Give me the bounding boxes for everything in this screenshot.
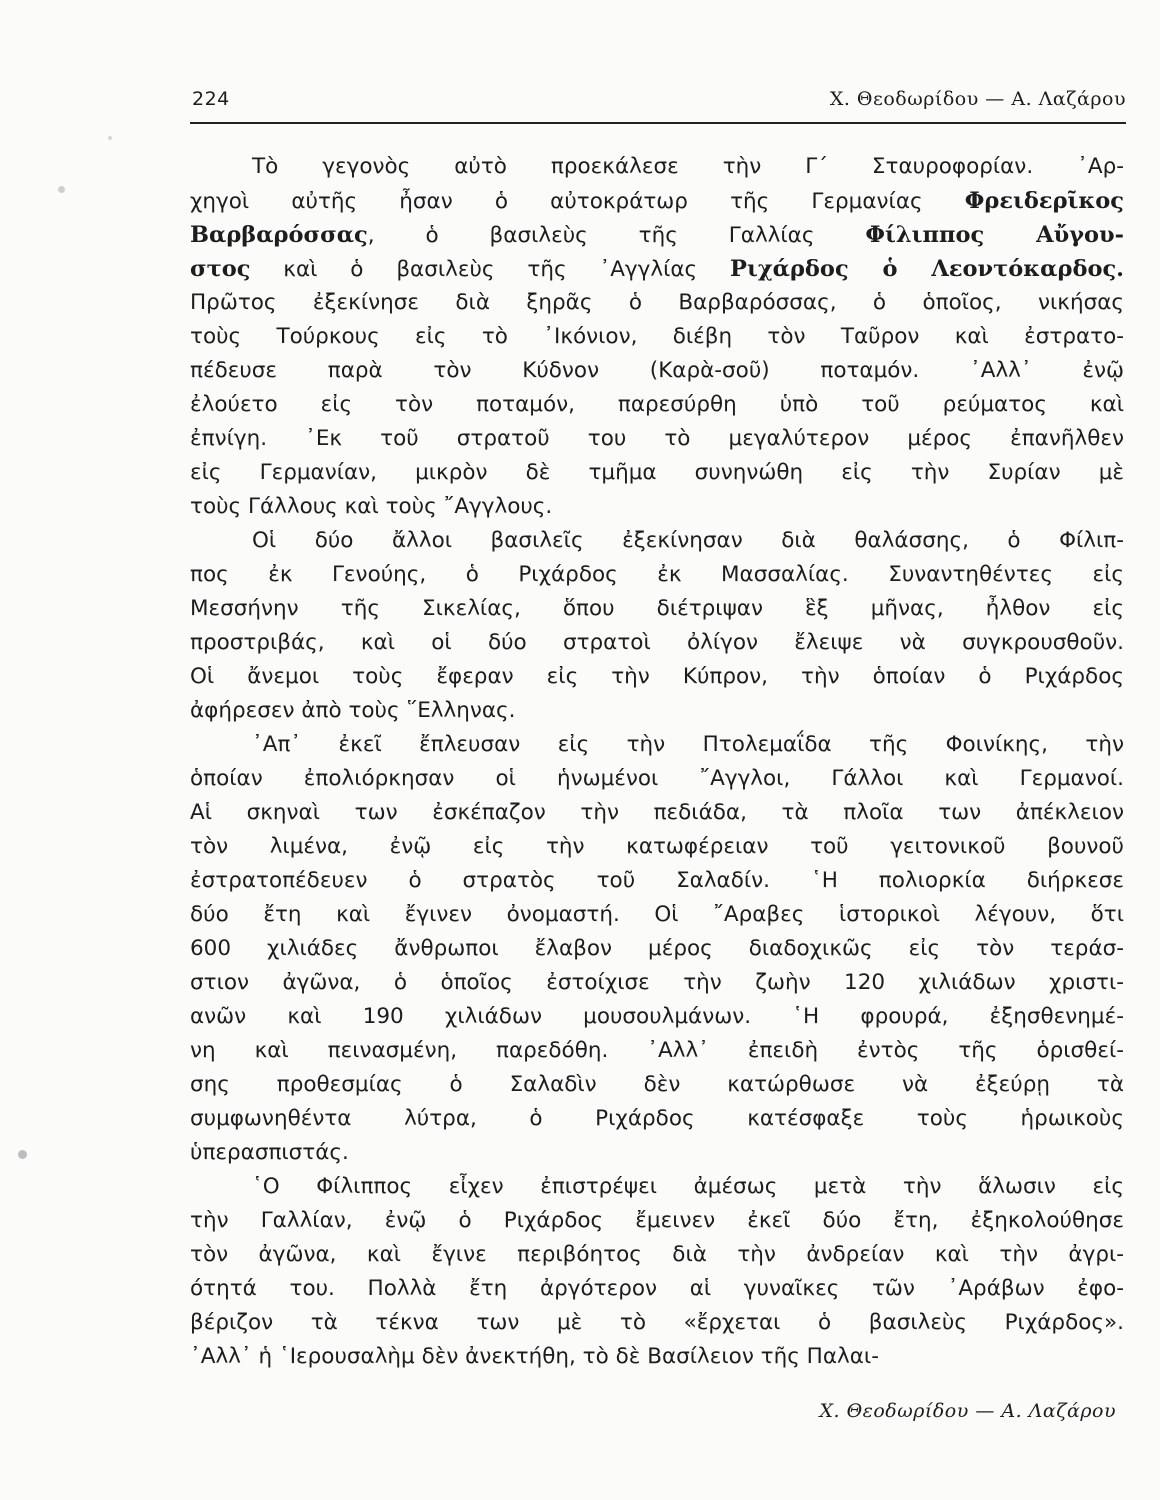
paragraph [190,524,1124,728]
text-line [190,252,1124,286]
text-run: προστριβάς, καὶ οἱ δύο στρατοὶ ὀλίγον ἔλειψε νὰ συγκρουσθοῦν. [190,630,1124,655]
body-text [190,150,1124,1374]
text-line [190,150,1124,184]
text-line [190,966,1124,1000]
text-line [190,1000,1124,1034]
running-head: Χ. Θεοδωρίδου — Α. Λαζάρου [829,88,1126,110]
text-line [190,218,1124,252]
text-run: ῾Ο Φίλιππος εἶχεν ἐπιστρέψει ἀμέσως μετὰ τὴν ἅλωσιν εἰς [252,1174,1124,1199]
text-line [190,762,1124,796]
text-line [190,524,1124,558]
bold-name: στος [190,256,251,282]
text-run: εἰς Γερμανίαν, μικρὸν δὲ τμῆμα συνηνώθη εἰς τὴν Συρίαν μὲ [190,460,1124,485]
text-line [190,898,1124,932]
text-run: ἐλούετο εἰς τὸν ποταμόν, παρεσύρθη ὑπὸ τοῦ ρεύματος καὶ [190,392,1124,417]
bold-name: Βαρβαρόσσας [190,222,368,248]
scan-speck [58,186,65,193]
text-run: πος ἐκ Γενούης, ὁ Ριχάρδος ἐκ Μασσαλίας. Συναντηθέντες εἰς [190,562,1124,587]
text-run: ανῶν καὶ 190 χιλιάδων μουσουλμάνων. ῾Η φρουρά, ἐξησθενημέ- [190,1004,1124,1029]
text-line [190,388,1124,422]
scan-speck [18,1150,27,1159]
text-line [190,728,1124,762]
text-line [190,1238,1124,1272]
text-run: συμφωνηθέντα λύτρα, ὁ Ριχάρδος κατέσφαξε τοὺς ἡρωικοὺς [190,1106,1124,1131]
text-run: ἐστρατοπέδευεν ὁ στρατὸς τοῦ Σαλαδίν. ῾Η πολιορκία διήρκεσε [190,868,1124,893]
text-run: Αἱ σκηναὶ των ἐσκέπαζον τὴν πεδιάδα, τὰ πλοῖα των ἀπέκλειον [190,800,1124,825]
text-run: ᾿Απ᾿ ἐκεῖ ἔπλευσαν εἰς τὴν Πτολεμαΐδα τῆς Φοινίκης, τὴν [252,732,1124,757]
footer-author: Χ. Θεοδωρίδου — Α. Λαζάρου [819,1400,1116,1422]
bold-name: Φίλιππος Αὔγου- [865,222,1124,248]
text-line [190,558,1124,592]
text-run: χηγοὶ αὐτῆς ἦσαν ὁ αὐτοκράτωρ τῆς Γερμανίας [190,189,965,214]
text-line [190,1306,1124,1340]
text-run: πέδευσε παρὰ τὸν Κύδνον (Καρὰ-σοῦ) ποταμόν. ᾿Αλλ᾿ ἐνῷ [190,358,1124,383]
text-line [190,1068,1124,1102]
text-line [190,184,1124,218]
page-number: 224 [192,88,230,110]
text-line [190,354,1124,388]
text-line [190,1340,1124,1374]
text-line [190,320,1124,354]
paragraph [190,150,1124,524]
text-run: 600 χιλιάδες ἄνθρωποι ἔλαβον μέρος διαδοχικῶς εἰς τὸν τεράσ- [190,936,1124,961]
text-line [190,864,1124,898]
text-line [190,1204,1124,1238]
text-run: , ὁ βασιλεὺς τῆς Γαλλίας [367,223,866,248]
text-line [190,932,1124,966]
text-run: καὶ ὁ βασιλεὺς τῆς ᾿Αγγλίας [250,257,731,282]
text-run: τοὺς Τούρκους εἰς τὸ ᾿Ικόνιον, διέβη τὸν Ταῦρον καὶ ἐστρατο- [190,324,1124,349]
text-line [190,626,1124,660]
text-line [190,286,1124,320]
text-run: τὸν λιμένα, ἐνῷ εἰς τὴν κατωφέρειαν τοῦ γειτονικοῦ βουνοῦ [190,834,1124,859]
text-run: τοὺς Γάλλους καὶ τοὺς ῎Αγγλους. [190,494,553,519]
text-line [190,830,1124,864]
paragraph [190,1170,1124,1374]
text-run: Πρῶτος ἐξεκίνησε διὰ ξηρᾶς ὁ Βαρβαρόσσας, ὁ ὁποῖος, νικήσας [190,290,1124,315]
text-run: Οἱ δύο ἄλλοι βασιλεῖς ἐξεκίνησαν διὰ θαλάσσης, ὁ Φίλιπ- [252,528,1124,553]
text-line [190,1272,1124,1306]
text-line [190,796,1124,830]
text-line [190,456,1124,490]
bold-name: Φρειδερῖκος [964,188,1124,214]
text-run: ότητά του. Πολλὰ ἔτη ἀργότερον αἱ γυναῖκες τῶν ᾿Αράβων ἐφο- [190,1276,1124,1301]
text-run: δύο ἔτη καὶ ἔγινεν ὀνομαστή. Οἱ ῎Αραβες ἱστορικοὶ λέγουν, ὅτι [190,902,1124,927]
text-run: σης προθεσμίας ὁ Σαλαδὶν δὲν κατώρθωσε νὰ ἐξεύρῃ τὰ [190,1072,1124,1097]
scan-speck [108,136,112,140]
text-run: Οἱ ἄνεμοι τοὺς ἔφεραν εἰς τὴν Κύπρον, τὴν ὁποίαν ὁ Ριχάρδος [190,664,1124,689]
text-line [190,1034,1124,1068]
text-run: τὴν Γαλλίαν, ἐνῷ ὁ Ριχάρδος ἔμεινεν ἐκεῖ δύο ἔτη, ἐξηκολούθησε [190,1208,1124,1233]
text-run: ἀφήρεσεν ἀπὸ τοὺς ῞Ελληνας. [190,698,516,723]
text-run: τὸν ἀγῶνα, καὶ ἔγινε περιβόητος διὰ τὴν ἀνδρείαν καὶ τὴν ἀγρι- [190,1242,1124,1267]
text-line [190,694,1124,728]
text-line [190,592,1124,626]
text-run: ᾿Αλλ᾿ ἡ ῾Ιερουσαλὴμ δὲν ἀνεκτήθη, τὸ δὲ Βασίλειον τῆς Παλαι- [190,1344,879,1369]
paragraph [190,728,1124,1170]
text-run: ἐπνίγη. ᾿Εκ τοῦ στρατοῦ του τὸ μεγαλύτερον μέρος ἐπανῆλθεν [190,426,1124,451]
bold-name: Ριχάρδος ὁ Λεοντόκαρδος. [730,256,1124,282]
header-rule [190,122,1126,124]
text-line [190,490,1124,524]
text-run: Μεσσήνην τῆς Σικελίας, ὅπου διέτριψαν ἓξ μῆνας, ἦλθον εἰς [190,596,1124,621]
text-run: ὁποίαν ἐπολιόρκησαν οἱ ἡνωμένοι ῎Αγγλοι, Γάλλοι καὶ Γερμανοί. [190,766,1124,791]
text-line [190,1136,1124,1170]
text-line [190,660,1124,694]
text-run: στιον ἀγῶνα, ὁ ὁποῖος ἐστοίχισε τὴν ζωὴν 120 χιλιάδων χριστι- [190,970,1124,995]
text-run: νη καὶ πεινασμένη, παρεδόθη. ᾿Αλλ᾿ ἐπειδὴ ἐντὸς τῆς ὁρισθεί- [190,1038,1124,1063]
text-line [190,1102,1124,1136]
text-line [190,1170,1124,1204]
text-run: Τὸ γεγονὸς αὐτὸ προεκάλεσε τὴν Γ΄ Σταυροφορίαν. ᾿Αρ- [252,154,1124,179]
text-run: ὑπερασπιστάς. [190,1140,349,1165]
text-line [190,422,1124,456]
page-header [192,88,1126,118]
text-run: βέριζον τὰ τέκνα των μὲ τὸ «ἔρχεται ὁ βασιλεὺς Ριχάρδος». [190,1310,1124,1335]
